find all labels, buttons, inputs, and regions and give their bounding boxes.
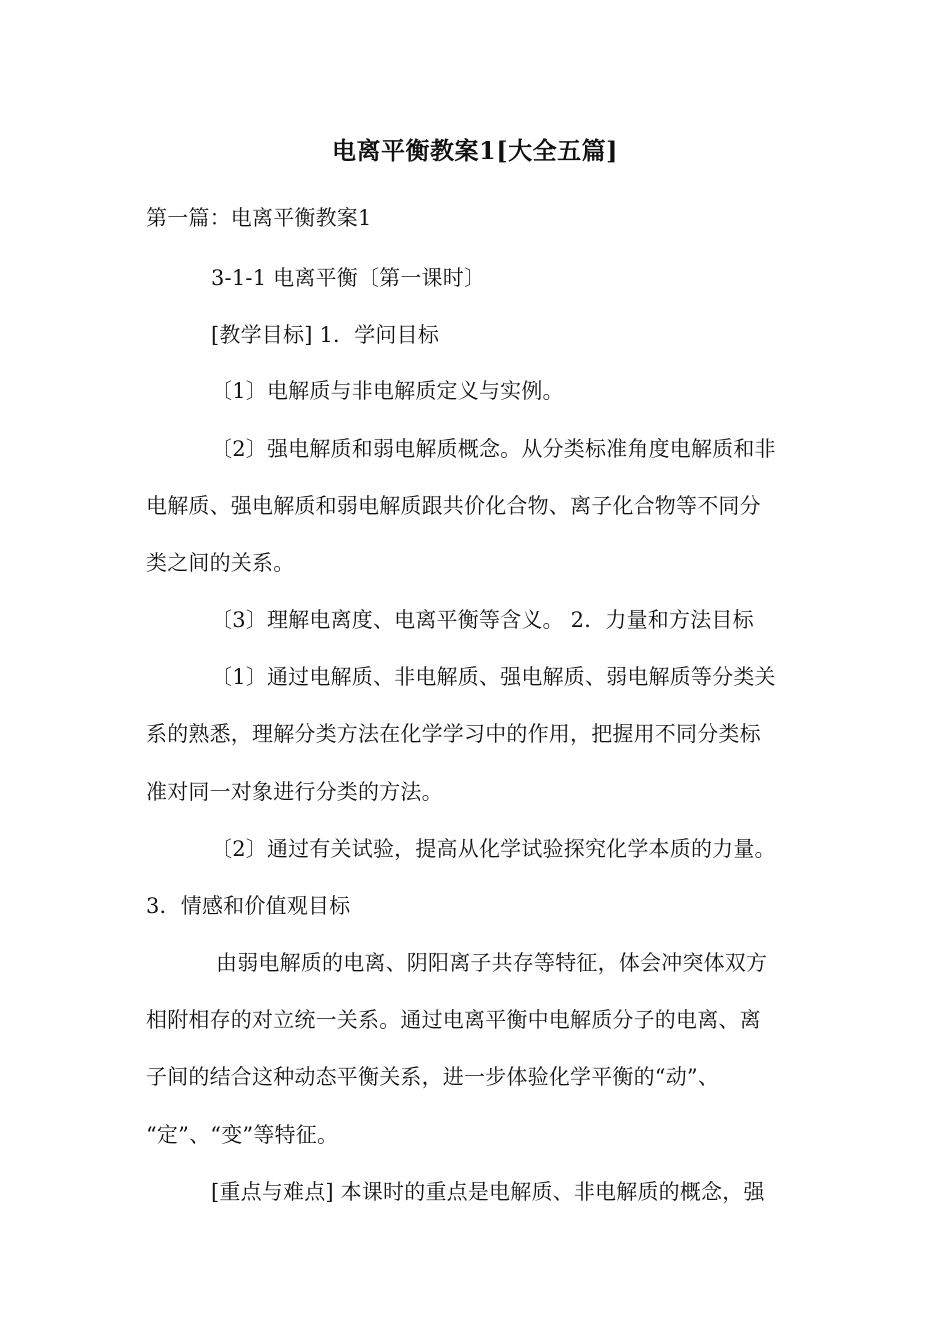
paragraph-line: [教学目标] 1．学问目标	[211, 323, 440, 347]
paragraph-line: 电解质、强电解质和弱电解质跟共价化合物、离子化合物等不同分	[146, 494, 761, 518]
paragraph-line: 相附相存的对立统一关系。通过电离平衡中电解质分子的电离、离	[146, 1008, 761, 1032]
section-heading: 第一篇：电离平衡教案1	[146, 206, 372, 230]
paragraph-line: 子间的结合这种动态平衡关系，进一步体验化学平衡的“动”、	[146, 1065, 720, 1089]
paragraph-line: “定”、“变”等特征。	[146, 1123, 339, 1147]
paragraph-line: 准对同一对象进行分类的方法。	[146, 780, 443, 804]
paragraph-line: 3．情感和价值观目标	[146, 894, 351, 918]
paragraph-line: 〔3〕理解电离度、电离平衡等含义。 2．力量和方法目标	[211, 608, 754, 632]
paragraph-line: 由弱电解质的电离、阴阳离子共存等特征，体会冲突体双方	[216, 951, 768, 975]
paragraph-line: 〔2〕通过有关试验，提高从化学试验探究化学本质的力量。	[211, 837, 776, 861]
document-title: 电离平衡教案1[大全五篇]	[332, 136, 618, 165]
lesson-heading: 3-1-1 电离平衡〔第一课时〕	[211, 266, 486, 290]
paragraph-line: 〔1〕通过电解质、非电解质、强电解质、弱电解质等分类关	[211, 665, 776, 689]
paragraph-line: 系的熟悉，理解分类方法在化学学习中的作用，把握用不同分类标	[146, 722, 761, 746]
paragraph-line: 〔2〕强电解质和弱电解质概念。从分类标准角度电解质和非	[211, 437, 776, 461]
paragraph-line: 〔1〕电解质与非电解质定义与实例。	[211, 379, 564, 403]
paragraph-line: [重点与难点] 本课时的重点是电解质、非电解质的概念，强	[211, 1180, 765, 1204]
paragraph-line: 类之间的关系。	[146, 551, 295, 575]
